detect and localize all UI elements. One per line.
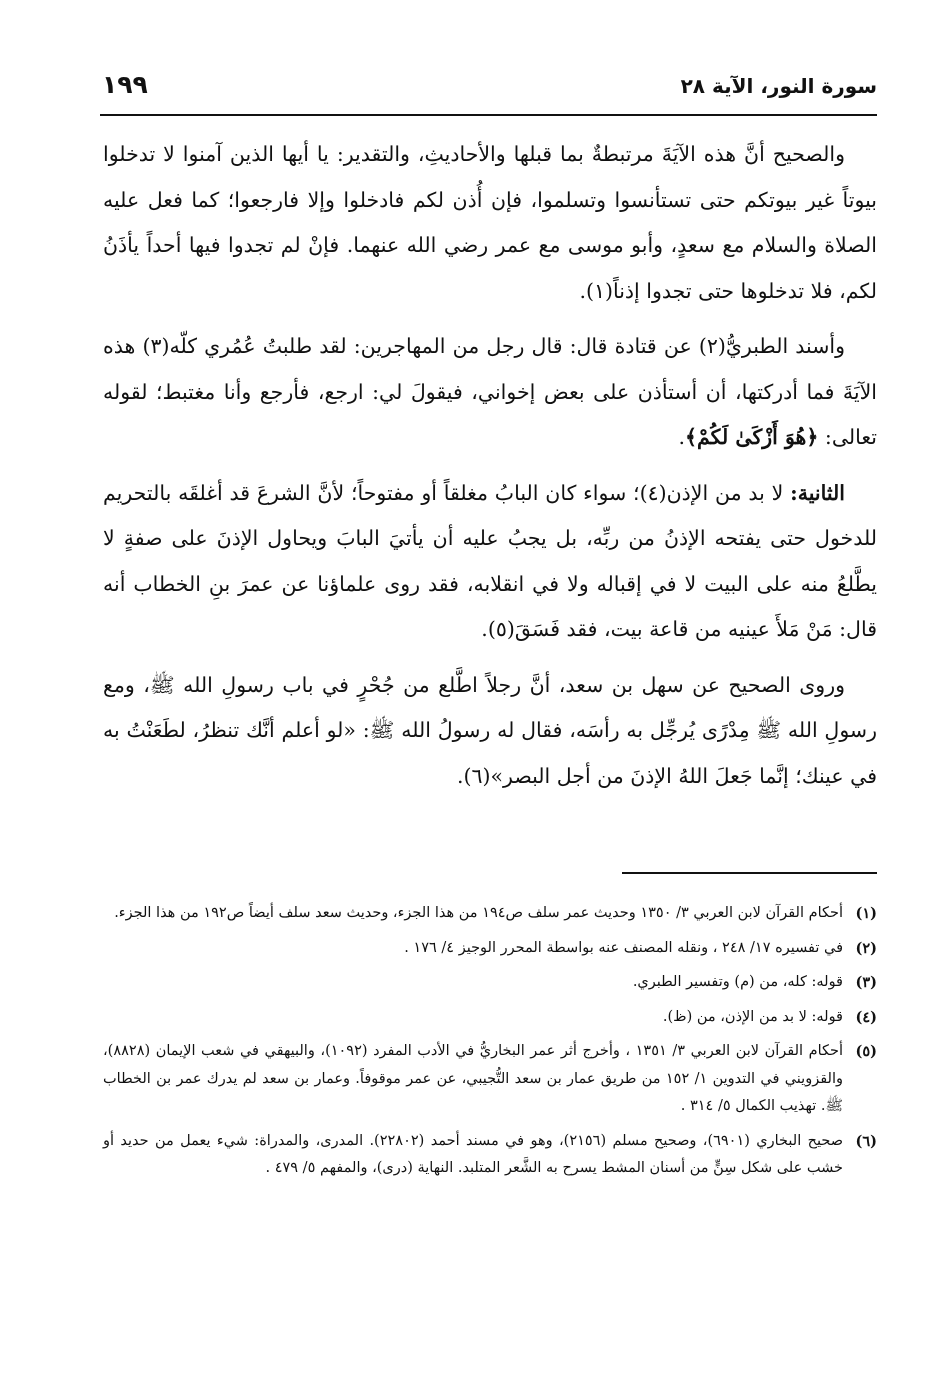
footnotes bbox=[103, 900, 877, 1190]
footnote bbox=[103, 969, 877, 997]
footnote-number: (١) bbox=[855, 905, 877, 922]
main-text bbox=[103, 132, 877, 809]
paragraph-1: والصحيح أنَّ هذه الآيَةَ مرتبطةٌ بما قبلها والأحاديثِ، والتقدير: يا أيها الذين آمنوا لا تدخلوا بيوتاً غير بيوتكم حتى تستأنسوا وتسلموا، فإن أُذن لكم فادخلوا وإلا فارجعوا؛ كما فعل عليه الصلاة والسلام مع سعدٍ، وأبو موسى مع عمر رضي الله عنهما. فإنْ لم تجدوا فيها أحداً يأذَنُ لكم، فلا تدخلوها حتى تجدوا إذناً(١). bbox=[103, 142, 877, 303]
footnote-text: قوله: لا بد من الإذن، من (ظ). bbox=[662, 1008, 843, 1025]
paragraph-4: وروى الصحيح عن سهل بن سعد، أنَّ رجلاً اطَّلع من جُحْرٍ في باب رسولِ الله ﷺ، ومع رسولِ الله ﷺ مِدْرًى يُرجِّل به رأسَه، فقال له رسولُ الله ﷺ: «لو أعلم أنَّك تنظرُ، لطَعَنْتُ به في عينك؛ إنَّما جَعلَ اللهُ الإذنَ من أجل البصر»(٦). bbox=[103, 672, 877, 788]
section-label: الثانية: bbox=[790, 480, 845, 505]
page-number: ١٩٩ bbox=[102, 70, 148, 99]
paragraph-3-text: لا بد من الإذن(٤)؛ سواء كان البابُ مغلقاً أو مفتوحاً؛ لأنَّ الشرعَ قد أغلقَه بالتحريم للدخول حتى يفتحه الإذنُ من ربِّه، بل يجبُ عليه أن يأتيَ البابَ ويحاول الإذنَ على صفةٍ لا يطَّلعُ منه على البيت لا في إقباله ولا في انقلابه، فقد روى علماؤنا عن عمرَ بنِ الخطاب أنه قال: مَنْ مَلأَ عينيه من قاعة بيت، فقد فَسَقَ(٥). bbox=[103, 480, 877, 641]
footnote bbox=[103, 935, 877, 963]
footnote bbox=[103, 1004, 877, 1032]
quran-verse: ﴿هُوَ أَزْكَىٰ لَكُمْ﴾ bbox=[685, 425, 819, 449]
footnote bbox=[103, 1038, 877, 1121]
running-header bbox=[100, 68, 877, 116]
footnote-number: (٢) bbox=[855, 939, 877, 957]
footnote-text: صحيح البخاري (٦٩٠١)، وصحيح مسلم (٢١٥٦)، وهو في مسند أحمد (٢٢٨٠٢). المدرى، والمدراة: شيء يعمل من حديد أو خشب على شكل سِنٍّ من أسنان المشط يسرح به الشَّعر المتلبد. النهاية (درى)، والمفهم ٥/ ٤٧٩ . bbox=[103, 1132, 844, 1176]
paragraph-2-text: وأسند الطبريُّ(٢) عن قتادة قال: قال رجل من المهاجرين: لقد طلبتُ عُمُري كلّه(٣) هذه الآيَةَ فما أدركتها، أن أستأذن على بعض إخواني، فيقولَ لي: ارجع، فأرجع وأنا مغتبط؛ لقوله تعالى: bbox=[103, 334, 877, 449]
footnote bbox=[103, 900, 877, 928]
footnote-divider bbox=[622, 872, 877, 874]
footnote bbox=[103, 1128, 877, 1183]
footnote-number: (٤) bbox=[855, 1008, 877, 1026]
footnote-text: قوله: كله، من (م) وتفسير الطبري. bbox=[632, 974, 843, 990]
paragraph-2-end: . bbox=[678, 425, 686, 449]
footnote-number: (٥) bbox=[855, 1043, 877, 1060]
footnote-number: (٦) bbox=[855, 1132, 877, 1150]
footnote-text: أحكام القرآن لابن العربي ٣/ ١٣٥١ ، وأخرج أثر عمر البخاريُّ في الأدب المفرد (١٠٩٢)، والبيهقي في شعب الإيمان (٨٨٢٨)، والقزويني في التدوين ١/ ١٥٢ من طريق عمار بن سعد التُّجيبي، عن عمر موقوفاً. وعمار بن سعد لم يدرك عمر بن الخطاب ﷺ. تهذيب الكمال ٥/ ٣١٤ . bbox=[103, 1043, 843, 1114]
footnote-text: في تفسيره ١٧/ ٢٤٨ ، ونقله المصنف عنه بواسطة المحرر الوجيز ٤/ ١٧٦ . bbox=[404, 939, 843, 956]
footnote-text: أحكام القرآن لابن العربي ٣/ ١٣٥٠ وحديث عمر سلف ص١٩٤ من هذا الجزء، وحديث سعد سلف أيضاً ص١٩٢ من هذا الجزء. bbox=[114, 905, 843, 921]
paragraph-2 bbox=[103, 324, 877, 461]
surah-title: سورة النور، الآية ٢٨ bbox=[680, 74, 877, 98]
footnote-number: (٣) bbox=[855, 974, 877, 991]
paragraph-3 bbox=[103, 471, 877, 653]
